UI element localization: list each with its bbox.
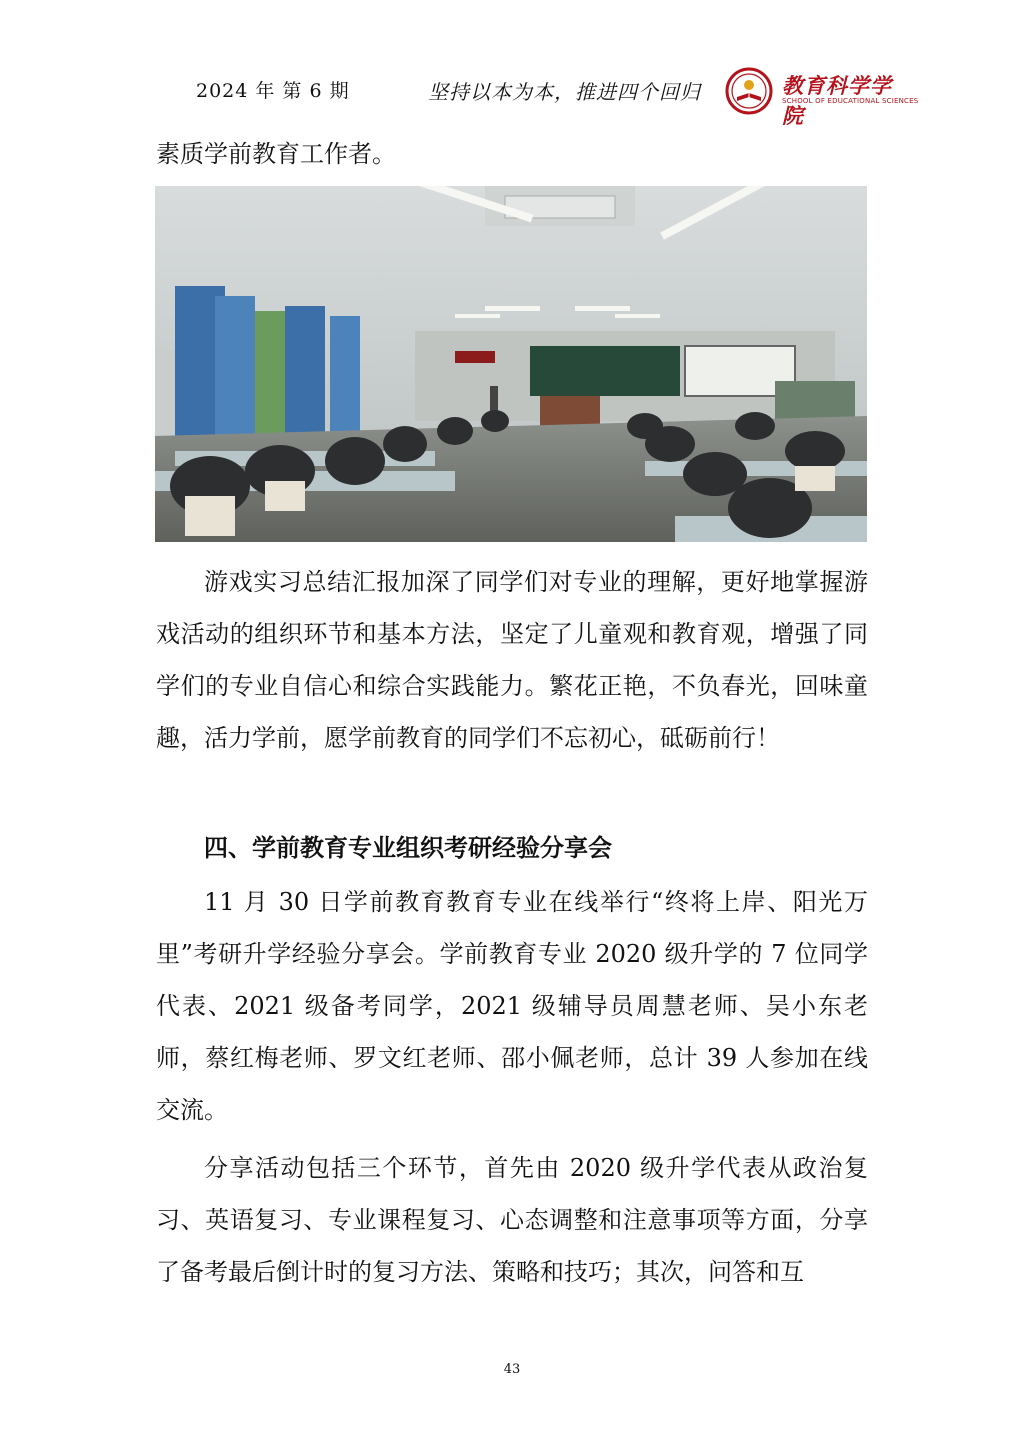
logo-subtitle: SCHOOL OF EDUCATIONAL SCIENCES <box>782 97 919 105</box>
classroom-photo <box>155 186 867 542</box>
logo-text: 教育科学学院 <box>782 73 892 128</box>
school-emblem-icon <box>722 66 776 116</box>
issue-label: 2024 年 第 6 期 <box>196 80 350 102</box>
school-logo <box>722 66 919 128</box>
intro-fragment: 素质学前教育工作者。 <box>156 140 396 168</box>
summary-paragraph: 游戏实习总结汇报加深了同学们对专业的理解，更好地掌握游戏活动的组织环节和基本方法，坚定了儿童观和教育观，增强了同学们的专业自信心和综合实践能力。繁花正艳，不负春光，回味童趣，活力学前，愿学前教育的同学们不忘初心，砥砺前行！ <box>156 568 868 752</box>
activity-paragraph: 分享活动包括三个环节，首先由 2020 级升学代表从政治复习、英语复习、专业课程复习、心态调整和注意事项等方面，分享了备考最后倒计时的复习方法、策略和技巧；其次，问答和互 <box>156 1154 868 1286</box>
page-number: 43 <box>503 1362 521 1377</box>
page-header <box>0 70 1024 128</box>
section-heading: 四、学前教育专业组织考研经验分享会 <box>204 833 612 862</box>
header-slogan: 坚持以本为本，推进四个回归 <box>428 80 701 104</box>
event-paragraph: 11 月 30 日学前教育教育专业在线举行“终将上岸、阳光万里”考研升学经验分享会。学前教育专业 2020 级升学的 7 位同学代表、2021 级备考同学，2021 级辅导员周慧老师、吴小东老师，蔡红梅老师、罗文红老师、邵小佩老师，总计 39 人参加在线交流。 <box>156 888 868 1124</box>
